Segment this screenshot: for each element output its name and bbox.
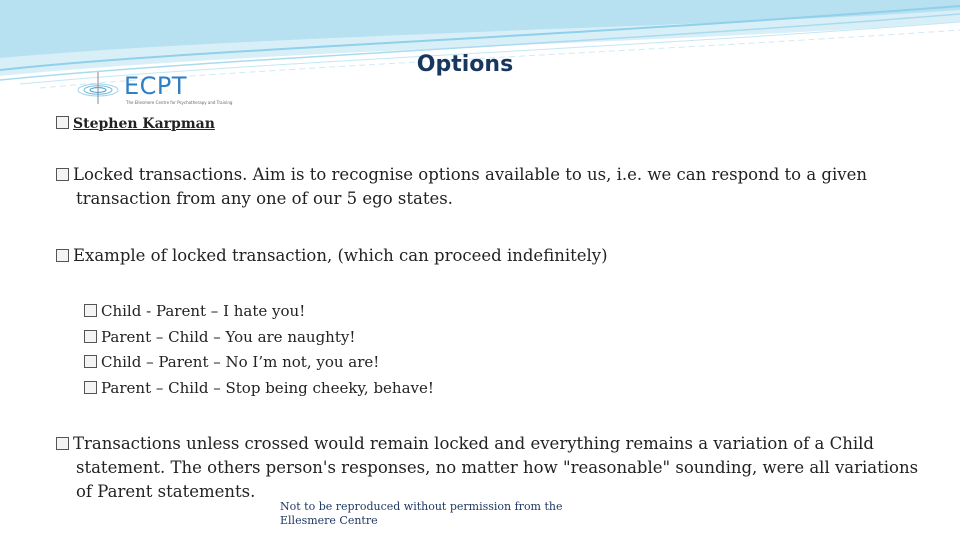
list-item-text: Child – Parent – No I’m not, you are! [101,353,380,371]
list-item-text: Child - Parent – I hate you! [101,302,306,320]
paragraph-text: Example of locked transaction, (which can proceed indefinitely) [73,246,608,265]
author-line [56,112,215,136]
bullet-icon [84,330,97,343]
bullet-icon [56,249,69,262]
bullet-icon [56,437,69,450]
paragraph-text: Locked transactions. Aim is to recognise options available to us, i.e. we can respond to a given transaction from any one of our 5 ego states. [73,165,867,208]
page-title: Options [416,52,514,77]
bullet-icon [84,355,97,368]
bullet-icon [56,168,69,181]
paragraph-locked-transactions [56,163,936,211]
logo-text: ECPT [124,72,188,100]
list-item-text: Parent – Child – Stop being cheeky, behave! [101,379,434,397]
paragraph-example [56,244,608,268]
bullet-icon [56,116,69,129]
logo-tagline: The Ellesmere Centre for Psychotherapy and Training [126,100,233,105]
author-name: Stephen Karpman [73,116,215,132]
ripple-logo-icon [76,68,120,108]
paragraph-text: Transactions unless crossed would remain locked and everything remains a variation of a Child statement. The others person's responses, no matter how "reasonable" sounding, were all variations of Parent statements. [73,434,919,501]
list-item [84,325,355,351]
footer-notice: Not to be reproduced without permission from the Ellesmere Centre [280,500,563,527]
list-item [84,299,305,325]
paragraph-conclusion [56,432,936,504]
bullet-icon [84,304,97,317]
bullet-icon [84,381,97,394]
ecpt-logo [70,64,233,110]
list-item-text: Parent – Child – You are naughty! [101,328,356,346]
list-item [84,350,379,376]
list-item [84,376,434,402]
